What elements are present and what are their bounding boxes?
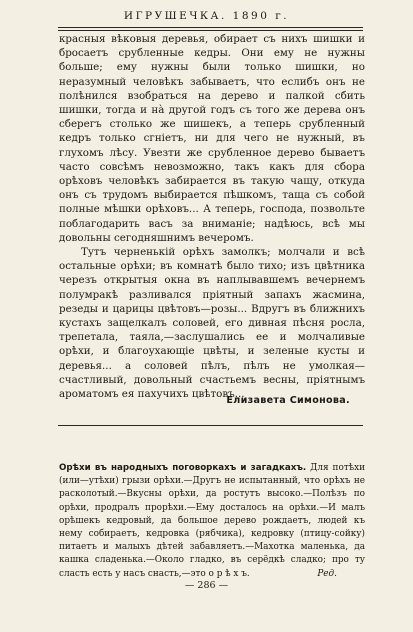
story-text [59,32,365,401]
header-double-rule [58,27,363,31]
editor-mark: Ред. [317,568,337,579]
story-paragraph-1: красныя вѣковыя деревья, обирает съ нихъ шишки и бросаетъ срубленные кедры. Они ему не нужны больше; ему нужны были только шишки, но неразумный человѣкъ забываетъ, что еслибъ онъ не полѣнился взобраться на дерево и палкой сбить шишки, тогда и на̀ другой годъ съ того же дерева онъ сберегъ столько же шишекъ, а теперь срубленный кедръ только сгніетъ, ни для чего не нужный, въ глухомъ лѣсу. Увезти же срубленное дерево бываетъ часто совсѣмъ невозможно, такъ какъ для сбора орѣховъ человѣкъ забирается въ такую чащу, откуда онъ съ трудомъ выбирается пѣшкомъ, таща съ собой полные мѣшки орѣховъ... А теперь, господа, позвольте поблагодарить васъ за вниманіе; надѣюсь, всѣ мы довольны сегодняшнимъ вечеромъ. [59,33,365,244]
proverbs-text: Для потѣхи (или—утѣхи) грызи орѣхи.—Другъ не испытанный, что орѣхъ не расколотый.—Вкусны орѣхи, да ростутъ высоко.—Полѣзъ по орѣхи, продралъ прорѣхи.—Ему досталось на орѣхи.—И малъ орѣшекъ кедровый, да большое дерево рождаетъ, людей къ нему собираетъ, кедровка (рябчика), кедровку (птицу-сойку) питаетъ и малыхъ дѣтей забавляетъ.—Махотка маленька, да кашка сладенька.—Около гладко, въ серёдкѣ сладко; про ту сласть есть у насъ снасть,—это о р ѣ х ъ. [59,463,365,579]
running-header: ИГРУШЕЧКА. 1890 г. [123,10,290,22]
author-signature: Елизавета Симонова. [226,395,350,406]
proverbs-note [59,462,365,581]
page-number: — 286 — [184,580,229,591]
proverbs-heading: Орѣхи въ народныхъ поговоркахъ и загадкахъ. [59,463,307,473]
story-paragraph-2: Тутъ черненькій орѣхъ замолкъ; молчали и всѣ остальные орѣхи; въ комнатѣ было тихо; изъ цвѣтника черезъ открытыя окна въ наплывавшемъ вечернемъ полумракѣ разливался пріятный запахъ жасмина, резеды и царицы цвѣтовъ—розы... Вдругъ въ ближнихъ кустахъ защелкалъ соловей, его дивная пѣсня росла, трепетала, таяла,—заслушались ее и молчаливые орѣхи, и благоухающіе цвѣты, и зеленые кусты и деревья... а соловей пѣлъ, пѣлъ не умолкая—счастливый, довольный счастьемъ весны, пріятнымъ ароматомъ ея пахучихъ цвѣтовъ... [59,246,365,401]
section-divider [58,425,363,426]
